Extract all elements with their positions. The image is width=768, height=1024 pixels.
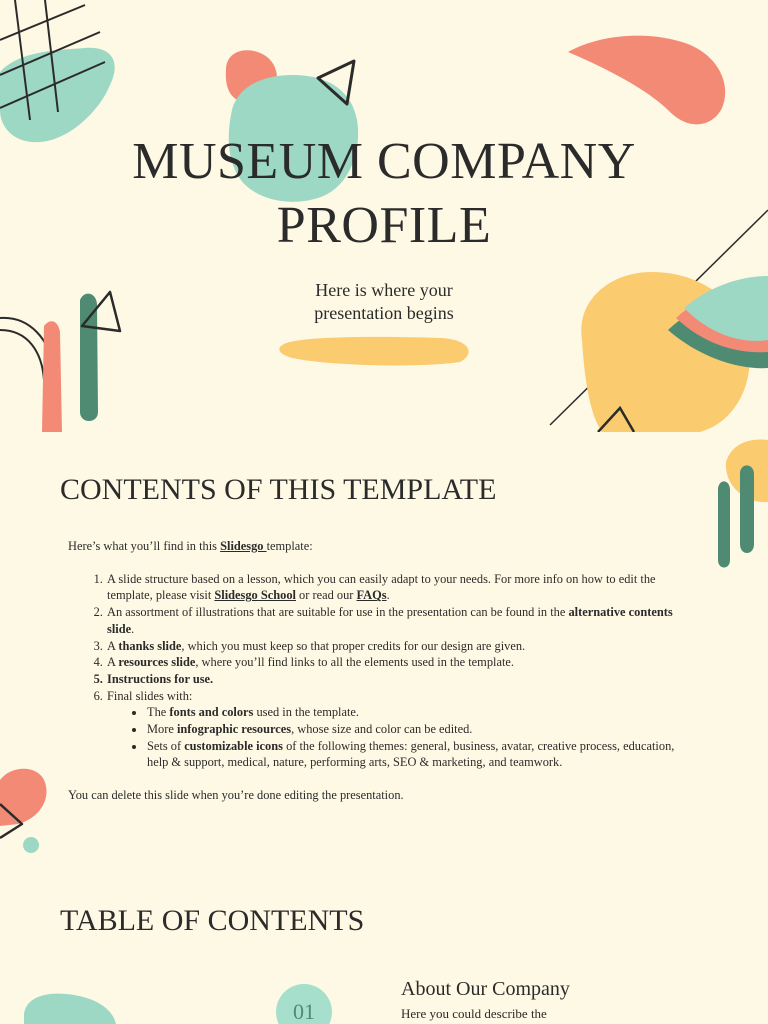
contents-slide <box>0 432 768 864</box>
item3-text: , which you must keep so that proper credits for our design are given. <box>181 638 526 653</box>
sub3-bold: customizable icons <box>184 738 283 753</box>
toc-heading: TABLE OF CONTENTS <box>60 904 365 937</box>
sub1-pre: The <box>147 705 170 720</box>
item2-bold: alternative contents slide <box>107 605 673 636</box>
item1-text: A slide structure based on a lesson, which you can easily adapt to your needs. For more info on how to edit the template, please visit <box>107 571 656 603</box>
item4-bold: resources slide <box>118 655 196 670</box>
list-item-3 <box>106 638 693 655</box>
sub1-text: used in the template. <box>253 705 360 720</box>
sublist-item-2 <box>146 721 693 738</box>
list-item-4 <box>106 654 693 671</box>
section-title: About Our Company <box>401 978 570 1000</box>
intro-paragraph <box>68 538 693 555</box>
mint-dot <box>23 837 39 853</box>
intro-text: Here’s what you’ll find in this <box>68 539 221 553</box>
coral-teardrop <box>568 36 725 125</box>
presentation-title: MUSEUM COMPANY PROFILE <box>132 133 636 254</box>
sub2-text: , whose size and color can be edited. <box>291 722 473 737</box>
green-stroke-right-1 <box>718 481 730 567</box>
mint-blob-top-left <box>0 48 115 142</box>
sub3-pre: Sets of <box>147 738 185 753</box>
item2-text: An assortment of illustrations that are suitable for use in the presentation can be found in the <box>107 605 569 620</box>
item2-end: . <box>131 621 135 636</box>
item3-bold: thanks slide <box>118 638 182 653</box>
sub2-bold: infographic resources <box>176 722 292 737</box>
section-description: Here you could describe the <box>401 1006 547 1021</box>
yellow-brush-stroke <box>279 337 468 366</box>
section-number-badge: 01 <box>276 984 332 1024</box>
sub3-text: of the following themes: general, business, avatar, creative process, education, help & support, medical, nature, performing arts, SEO & marketing, and teamwork. <box>147 738 675 770</box>
sublist-item-1 <box>146 704 693 721</box>
black-arch-line-2 <box>0 330 46 432</box>
sub1-bold: fonts and colors <box>169 705 254 720</box>
contents-list <box>68 571 693 771</box>
closing-paragraph: You can delete this slide when you’re done editing the presentation. <box>68 788 404 803</box>
faqs-link[interactable]: FAQs <box>356 588 387 603</box>
item3-pre: A <box>107 638 119 653</box>
toc-slide-decoration <box>0 864 768 1024</box>
contents-body <box>68 538 693 804</box>
list-item-1 <box>106 571 693 604</box>
coral-vertical-stroke <box>42 321 62 432</box>
item5-end: . <box>210 671 214 686</box>
intro-text-end: template: <box>266 539 313 553</box>
contents-heading: CONTENTS OF THIS TEMPLATE <box>60 473 497 506</box>
sublist-item-3 <box>146 738 693 771</box>
list-item-2 <box>106 604 693 637</box>
item1-mid: or read our <box>295 588 357 603</box>
list-item-6 <box>106 688 693 772</box>
item6-text: Final slides with: <box>107 688 193 703</box>
slidesgo-school-link[interactable]: Slidesgo School <box>214 588 296 603</box>
coral-blob-left <box>0 769 46 826</box>
item5-bold: Instructions for use <box>107 671 211 686</box>
slidesgo-link[interactable]: Slidesgo <box>220 539 267 553</box>
final-slides-sublist <box>107 704 693 771</box>
green-stroke-right-2 <box>740 465 754 553</box>
table-of-contents-slide <box>0 864 768 1024</box>
item1-end: . <box>386 588 390 603</box>
item4-text: , where you’ll find links to all the elements used in the template. <box>195 655 514 670</box>
presentation-subtitle: Here is where your presentation begins <box>314 280 454 323</box>
sub2-pre: More <box>147 722 177 737</box>
mint-blob-bottom-left <box>24 994 116 1024</box>
list-item-5 <box>106 671 693 688</box>
title-slide <box>0 0 768 432</box>
item4-pre: A <box>107 655 119 670</box>
